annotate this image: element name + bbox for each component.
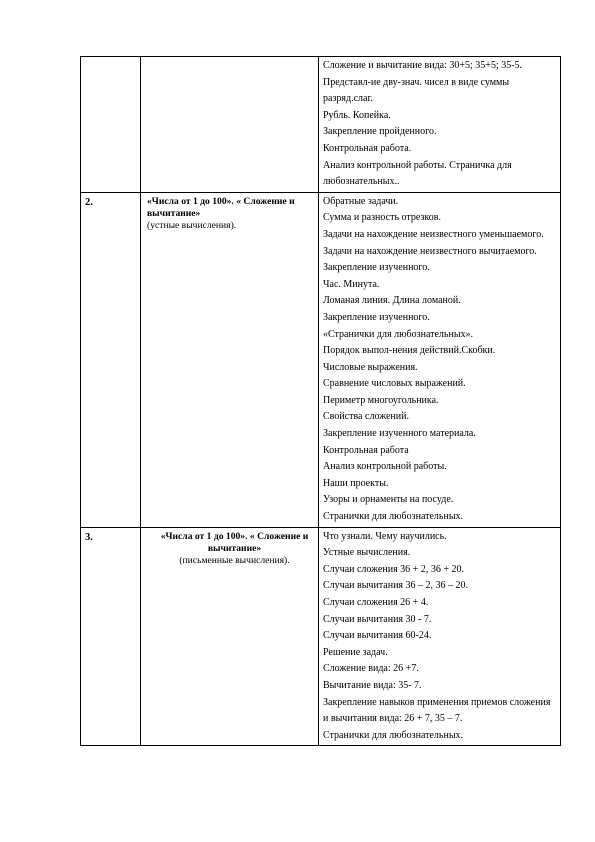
table-body [81,57,561,746]
table-row [81,527,561,746]
section-topic [141,192,319,527]
lesson-item: Представл-ие дву-знач. чисел в виде суммы разряд.слаг. [323,76,510,105]
lesson-item: Устные вычисления. [323,547,411,559]
lesson-item: Час. Минута. [323,278,380,290]
lesson-item: Закрепление навыков применения приемов сложения и вычитания вида: 26 + 7, 35 – 7. [323,696,551,725]
lesson-item: Что узнали. Чему научились. [323,530,447,542]
lesson-item: Задачи на нахождение неизвестного вычитаемого. [323,245,537,257]
lesson-item: Закрепление пройденного. [323,126,437,138]
lesson-item: Свойства сложений. [323,411,409,423]
lesson-item: Рубль. Копейка. [323,109,391,121]
lesson-item: Анализ контрольной работы. Страничка для любознательных.. [323,159,512,188]
table-row [81,57,561,193]
lesson-item: Странички для любознательных. [323,729,464,741]
lesson-item: Анализ контрольной работы. [323,461,447,473]
section-topic [141,57,319,193]
section-number: 2. [81,192,141,527]
curriculum-table [80,56,561,746]
lesson-item: Случаи вычитания 60-24. [323,630,432,642]
topic-title: «Числа от 1 до 100». « Сложение и вычитание» [147,195,295,219]
lesson-item: Ломаная линия. Длина ломаной. [323,295,461,307]
topic-title: «Числа от 1 до 100». « Сложение и вычитание» [160,530,309,554]
lesson-item: Сложение вида: 26 +7. [323,663,419,675]
lesson-item: «Странички для любознательных». [323,328,474,340]
lesson-item: Числовые выражения. [323,361,418,373]
lesson-item: Случаи вычитания 30 - 7. [323,613,432,625]
lesson-list [319,527,561,746]
lesson-item: Узоры и орнаменты на посуде. [323,494,454,506]
lesson-item: Случаи вычитания 36 – 2, 36 – 20. [323,580,469,592]
lesson-item: Сумма и разность отрезков. [323,212,441,224]
lesson-item: Странички для любознательных. [323,511,464,523]
section-topic [141,527,319,746]
lesson-item: Сравнение числовых выражений. [323,378,466,390]
lesson-item: Контрольная работа. [323,142,412,154]
lesson-item: Контрольная работа [323,444,409,456]
topic-subtitle: (письменные вычисления). [179,554,290,566]
lesson-list [319,192,561,527]
lesson-item: Обратные задачи. [323,195,399,207]
lesson-item: Периметр многоугольника. [323,394,439,406]
lesson-item: Закрепление изученного материала. [323,428,476,440]
lesson-item: Порядок выпол-нения действий.Скобки. [323,345,496,357]
topic-subtitle: (устные вычисления). [147,219,237,231]
section-number [81,57,141,193]
lesson-item: Случаи сложения 26 + 4. [323,597,429,608]
lesson-item: Задачи на нахождение неизвестного уменьшаемого. [323,228,544,240]
lesson-item: Вычитание вида: 35- 7. [323,679,422,691]
lesson-item: Решение задач. [323,646,388,658]
lesson-list [319,57,561,193]
section-number: 3. [81,527,141,746]
lesson-item: Наши проекты. [323,477,389,489]
lesson-item: Закрепление изученного. [323,311,430,323]
lesson-item: Закрепление изученного. [323,262,430,274]
table-row [81,192,561,527]
lesson-item: Сложение и вычитание вида: 30+5; 35+5; 35-5. [323,60,523,71]
lesson-item: Случаи сложения 36 + 2, 36 + 20. [323,563,464,575]
